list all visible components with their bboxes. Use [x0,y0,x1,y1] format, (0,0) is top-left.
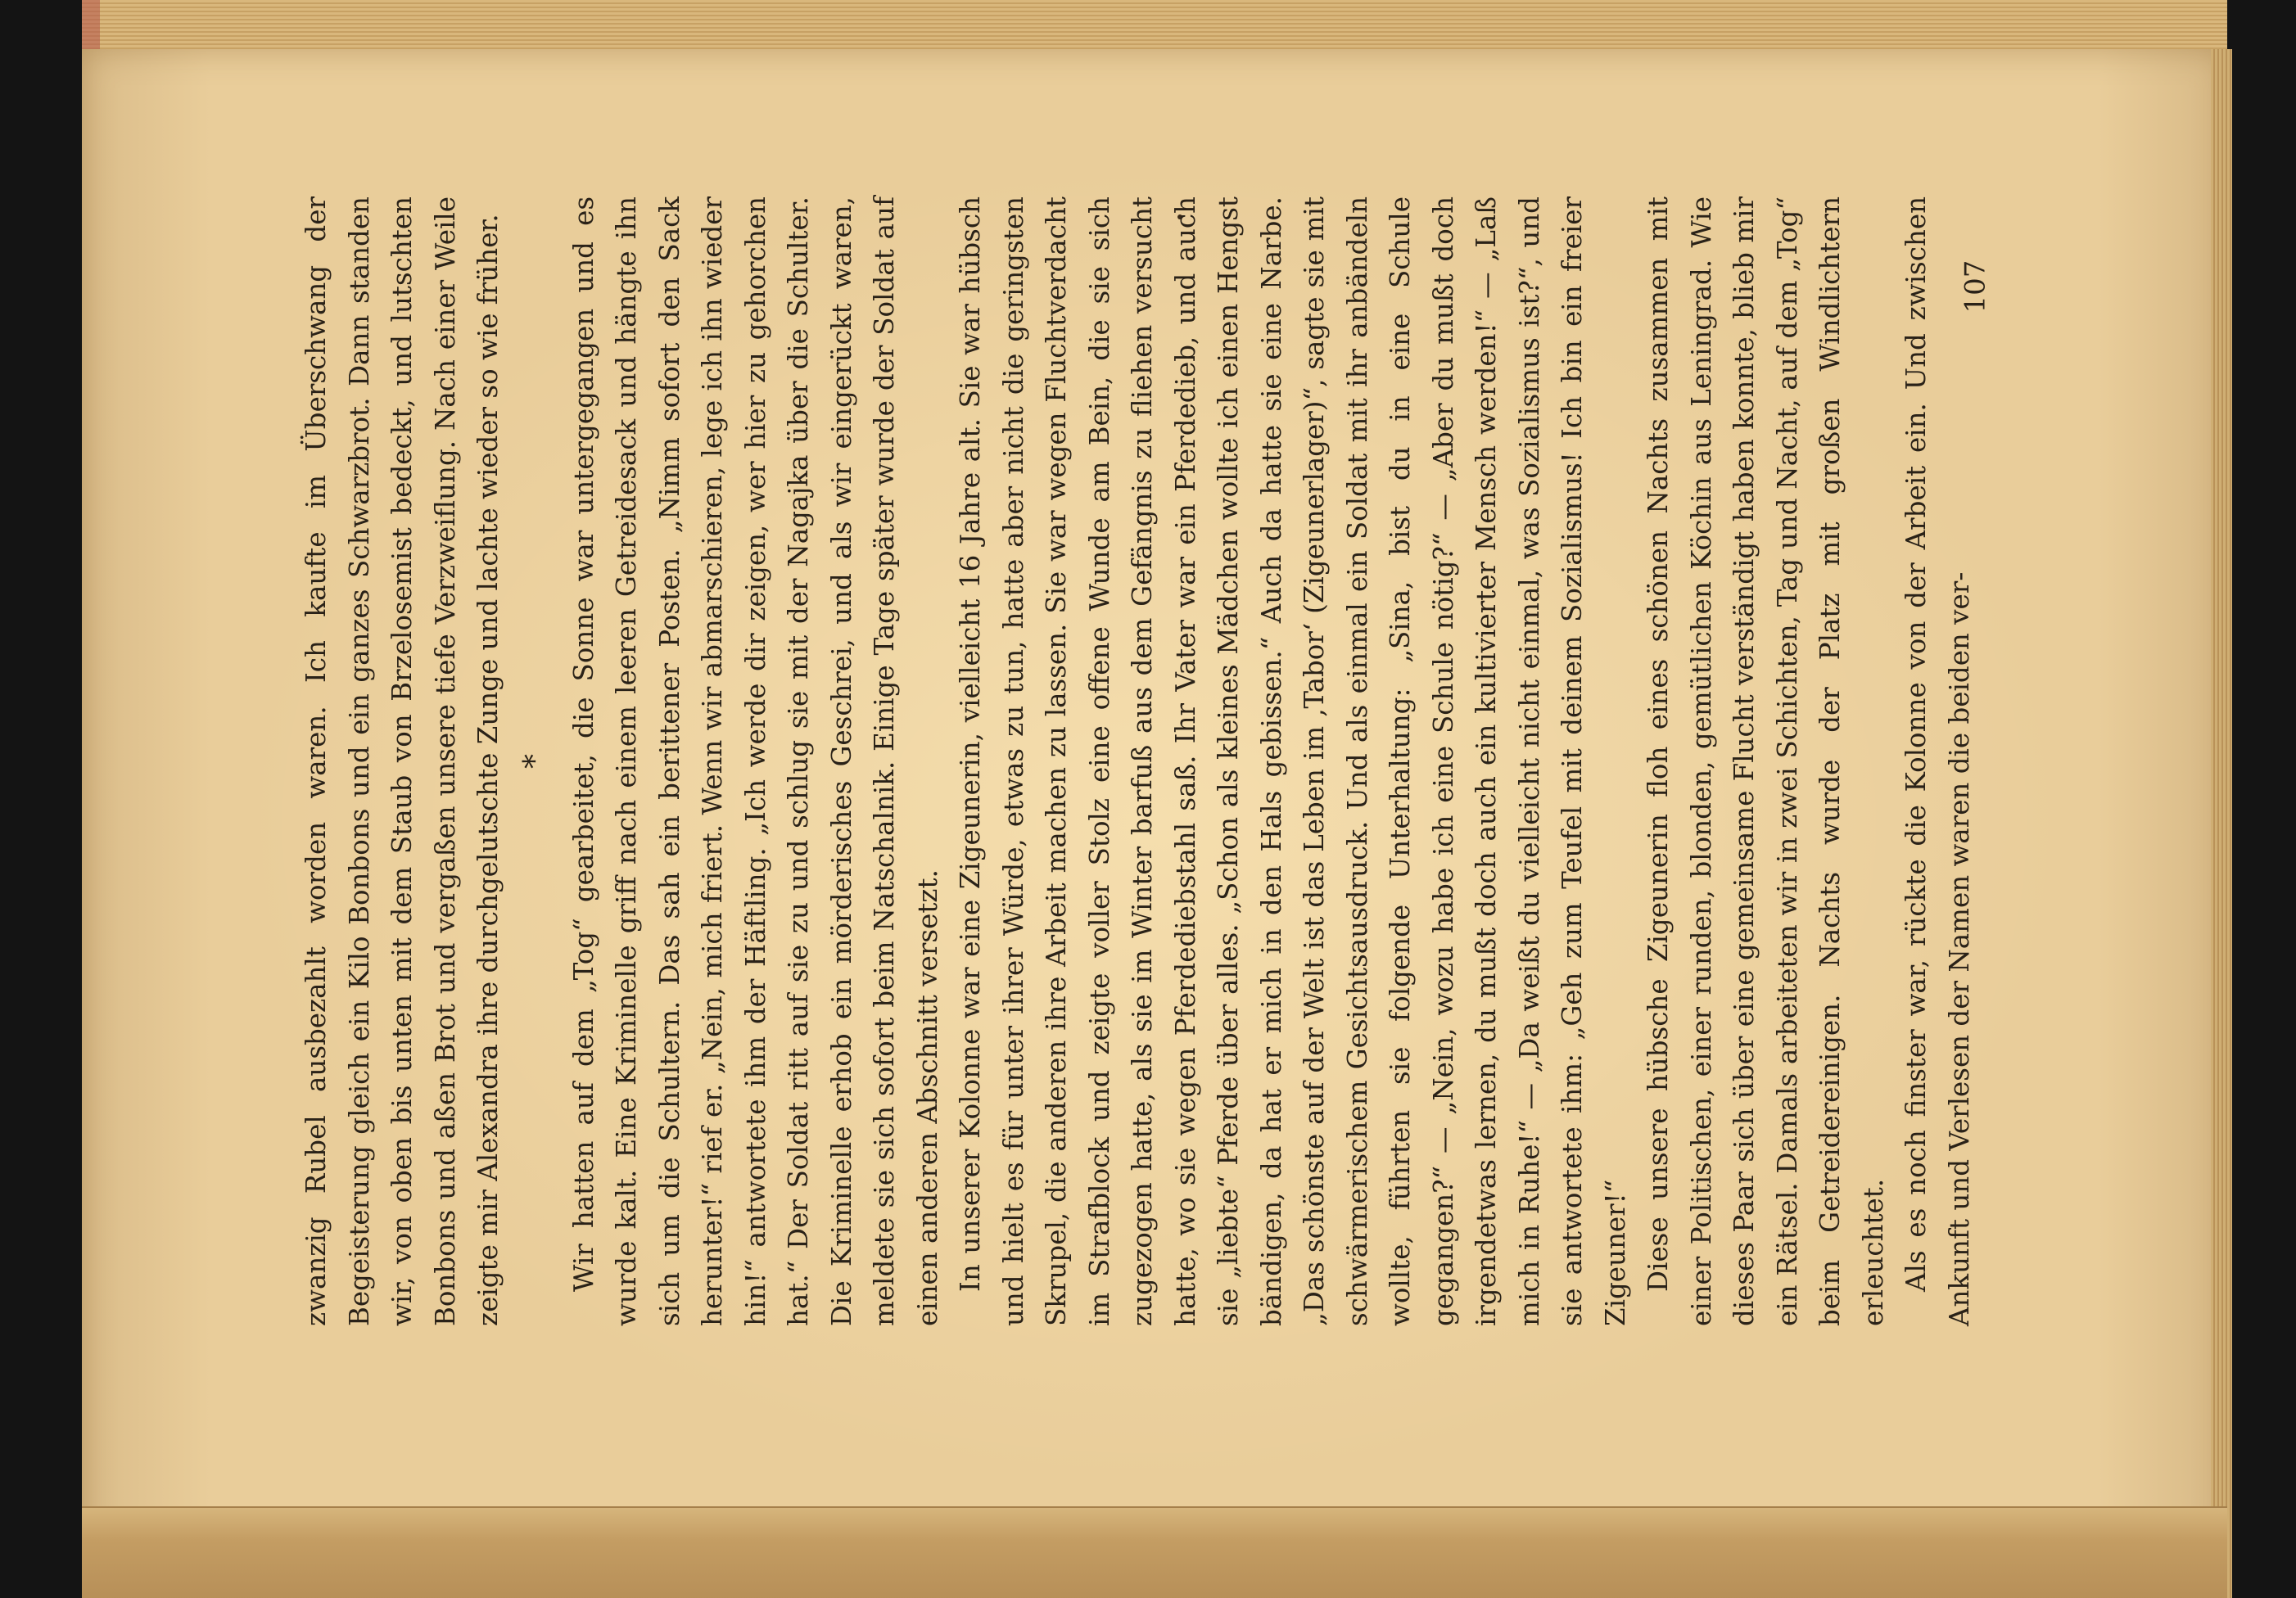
paragraph-2: Wir hatten auf dem „Tog“ gearbeitet, die Sonne war untergegangen und es wurde kalt. Eine Kriminelle griff nach einem leeren Getreidesack und hängte ihn sich um die Schultern. Das sah ein berittener Posten. „Nimm sofort den Sack herunter!“ rief er. „Nein, mich friert. Wenn wir abmarschieren, lege ich ihn wieder hin!“ antwortete ihm der Häftling. „Ich werde dir zeigen, wer hier zu gehorchen hat.“ Der Soldat ritt auf sie zu und schlug sie mit der Nagajka über die Schulter. Die Kriminelle erhob ein mörderisches Geschrei, und als wir eingerückt waren, meldete sie sich sofort beim Natschalnik. Einige Tage später wurde der Soldat auf einen anderen Abschnitt versetzt. [567,196,943,1326]
paragraph-5: Als es noch finster war, rückte die Kolonne von der Arbeit ein. Und zwischen Ankunft und Verlesen der Namen waren die beiden ver- [1901,196,1975,1326]
page-number: 107 [1959,260,1992,314]
facing-page-edge [82,1506,2227,1598]
paragraph-3: In unserer Kolonne war eine Zigeunerin, vielleicht 16 Jahre alt. Sie war hübsch und hielt es für unter ihrer Würde, etwas zu tun, hatte aber nicht die geringsten Skrupel, die anderen ihre Arbeit machen zu lassen. Sie war wegen Fluchtverdacht im Strafblock und zeigte voller Stolz eine offene Wunde am Bein, die sie sich zugezogen hatte, als sie im Winter barfuß aus dem Gefängnis zu fliehen versucht hatte, wo sie wegen Pferdediebstahl saß. Ihr Vater war ein Pferdedieb, und auch sie „liebte“ Pferde über alles. „Schon als kleines Mädchen wollte ich einen Hengst bändigen, da hat er mich in den Hals gebissen.“ Auch da hatte sie eine Narbe. „Das schönste auf der Welt ist das Leben im ‚Tabor‘ (Zigeunerlager)“, sagte sie mit schwärmerischem Gesichtsausdruck. Und als einmal ein Soldat mit ihr anbändeln wollte, führten sie folgende Unterhaltung: „Sina, bist du in eine Schule gegangen?“ — „Nein, wozu habe ich eine Schule nötig?“ — „Aber du mußt doch irgendetwas lernen, du mußt doch auch ein kultivierter Mensch werden!“ — „Laß mich in Ruhe!“ — „Da weißt du vielleicht nicht einmal, was Sozialismus ist?“, und sie antwortete ihm: „Geh zum Teufel mit deinem Sozialismus! Ich bin ein freier Zigeuner!“ [955,196,1631,1326]
paragraph-4: Diese unsere hübsche Zigeunerin floh eines schönen Nachts zusammen mit einer Politischen, einer runden, blonden, gemütlichen Köchin aus Leningrad. Wie dieses Paar sich über eine gemeinsame Flucht verständigt haben konnte, blieb mir ein Rätsel. Damals arbeiteten wir in zwei Schichten, Tag und Nacht, auf dem „Tog“ beim Getreidereinigen. Nachts wurde der Platz mit großen Windlichtern erleuchtet. [1643,196,1889,1326]
section-separator: * [518,754,552,769]
page-text-block [295,196,1975,1326]
page-stack-right-edge [2211,49,2232,1598]
paragraph-1: zwanzig Rubel ausbezahlt worden waren. Ich kaufte im Überschwang der Begeisterung gleich ein Kilo Bonbons und ein ganzes Schwarzbrot. Dann standen wir, von oben bis unten mit dem Staub von Brzelosemist bedeckt, und lutschten Bonbons und aßen Brot und vergaßen unsere tiefe Verzweiflung. Nach einer Weile zeigte mir Alexandra ihre durchgelutschte Zunge und lachte wieder so wie früher. [301,196,504,1326]
